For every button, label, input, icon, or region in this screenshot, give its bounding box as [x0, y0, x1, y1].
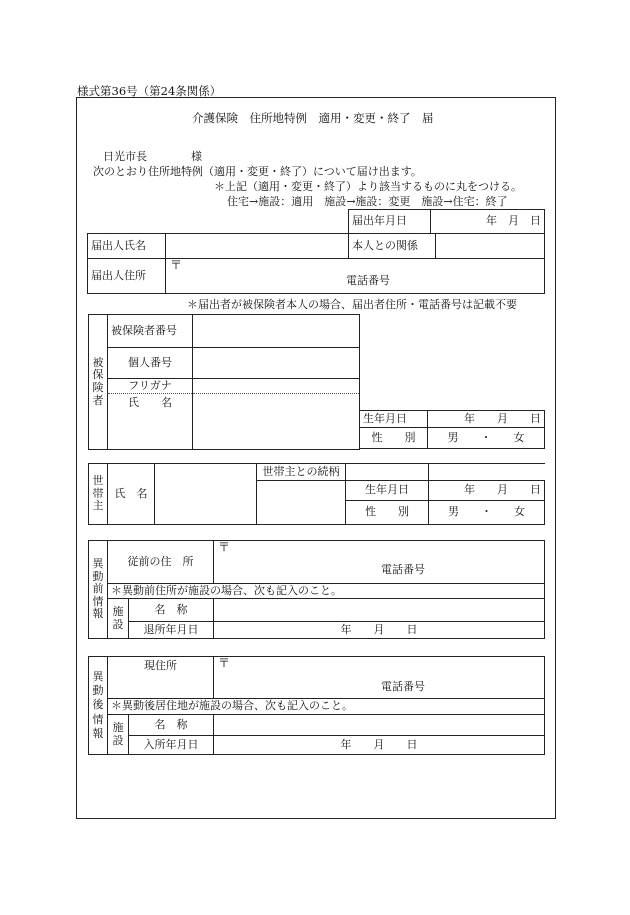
insured-number-field[interactable] — [193, 315, 360, 348]
after-address-field[interactable] — [214, 657, 545, 699]
after-move-table — [88, 656, 545, 755]
addressee: 日光市長 様 — [103, 150, 202, 163]
personal-number-field[interactable] — [193, 348, 360, 379]
after-section-label: 異動後情報 — [89, 657, 108, 755]
after-facility-name-field[interactable] — [214, 715, 545, 736]
after-phone-label: 電話番号 — [381, 680, 426, 693]
insured-birth-sex-table — [359, 410, 545, 449]
applicant-name-field[interactable] — [166, 234, 349, 259]
after-facility-label: 施設 — [108, 715, 129, 755]
after-address-label: 現住所 — [108, 657, 214, 699]
householder-name-label: 氏 名 — [108, 464, 155, 525]
before-address-label: 従前の住 所 — [108, 541, 214, 584]
after-note: ＊異動後居住地が施設の場合、次も記入のこと。 — [108, 699, 545, 715]
insured-birth-field[interactable]: 年 月 日 — [428, 411, 545, 428]
insured-name-label: 氏 名 — [108, 394, 193, 450]
householder-sex-field[interactable]: 男 ・ 女 — [429, 501, 545, 525]
before-postal-mark: 〒 — [218, 540, 231, 554]
cases-note: 住宅→施設：適用 施設→施設：変更 施設→住宅：終了 — [227, 195, 508, 208]
form-number: 様式第36号（第24条関係） — [77, 84, 222, 98]
householder-birth-field[interactable]: 年 月 日 — [429, 481, 545, 501]
insured-section-label: 被保険者 — [89, 315, 108, 450]
furigana-field[interactable] — [193, 379, 360, 394]
after-entry-date-field[interactable]: 年 月 日 — [214, 736, 545, 755]
postal-mark: 〒 — [170, 258, 183, 272]
householder-section-label: 世帯主 — [89, 464, 108, 525]
before-exit-date-label: 退所年月日 — [129, 622, 214, 639]
before-exit-date-field[interactable]: 年 月 日 — [214, 622, 545, 639]
intro-text: 次のとおり住所地特例（適用・変更・終了）について届け出ます。 — [93, 165, 422, 178]
after-postal-mark: 〒 — [218, 656, 231, 670]
relation-field[interactable] — [436, 234, 545, 259]
householder-relation-label: 世帯主との続柄 — [257, 464, 346, 481]
householder-name-field[interactable] — [155, 464, 257, 525]
before-note: ＊異動前住所が施設の場合、次も記入のこと。 — [108, 584, 545, 599]
furigana-label: フリガナ — [108, 379, 193, 394]
insured-table — [88, 314, 360, 450]
submission-date-field[interactable]: 年 月 日 — [431, 210, 545, 234]
before-section-label: 異動前情報 — [89, 541, 108, 639]
householder-spacer-2 — [429, 464, 545, 481]
before-move-table — [88, 540, 545, 639]
householder-table — [88, 463, 545, 525]
insured-name-field[interactable] — [193, 394, 360, 450]
applicant-address-label: 届出人住所 — [88, 259, 166, 294]
personal-number-label: 個人番号 — [108, 348, 193, 379]
submission-date-label: 届出年月日 — [349, 210, 431, 234]
householder-sex-label: 性 別 — [346, 501, 429, 525]
circle-note: ＊上記（適用・変更・終了）より該当するものに丸をつける。 — [214, 180, 522, 193]
submission-date-table — [348, 209, 545, 234]
insured-birth-label: 生年月日 — [360, 411, 428, 428]
form-title: 介護保険 住所地特例 適用・変更・終了 届 — [192, 111, 434, 125]
applicant-name-label: 届出人氏名 — [88, 234, 166, 259]
insured-sex-label: 性 別 — [360, 428, 428, 449]
after-entry-date-label: 入所年月日 — [129, 736, 214, 755]
applicant-address-field[interactable] — [166, 259, 545, 294]
before-facility-label: 施設 — [108, 599, 129, 639]
insured-sex-field[interactable]: 男 ・ 女 — [428, 428, 545, 449]
insured-number-label: 被保険者番号 — [108, 315, 193, 348]
before-facility-name-label: 名 称 — [129, 599, 214, 622]
relation-label: 本人との関係 — [349, 234, 436, 259]
householder-relation-field[interactable] — [257, 481, 346, 525]
before-facility-name-field[interactable] — [214, 599, 545, 622]
before-phone-label: 電話番号 — [381, 563, 426, 576]
after-facility-name-label: 名 称 — [129, 715, 214, 736]
applicant-note: ＊届出者が被保険者本人の場合、届出者住所・電話番号は記載不要 — [187, 298, 517, 311]
applicant-table — [87, 233, 545, 294]
householder-spacer — [346, 464, 429, 481]
householder-birth-label: 生年月日 — [346, 481, 429, 501]
before-address-field[interactable] — [214, 541, 545, 584]
phone-label: 電話番号 — [346, 274, 390, 287]
